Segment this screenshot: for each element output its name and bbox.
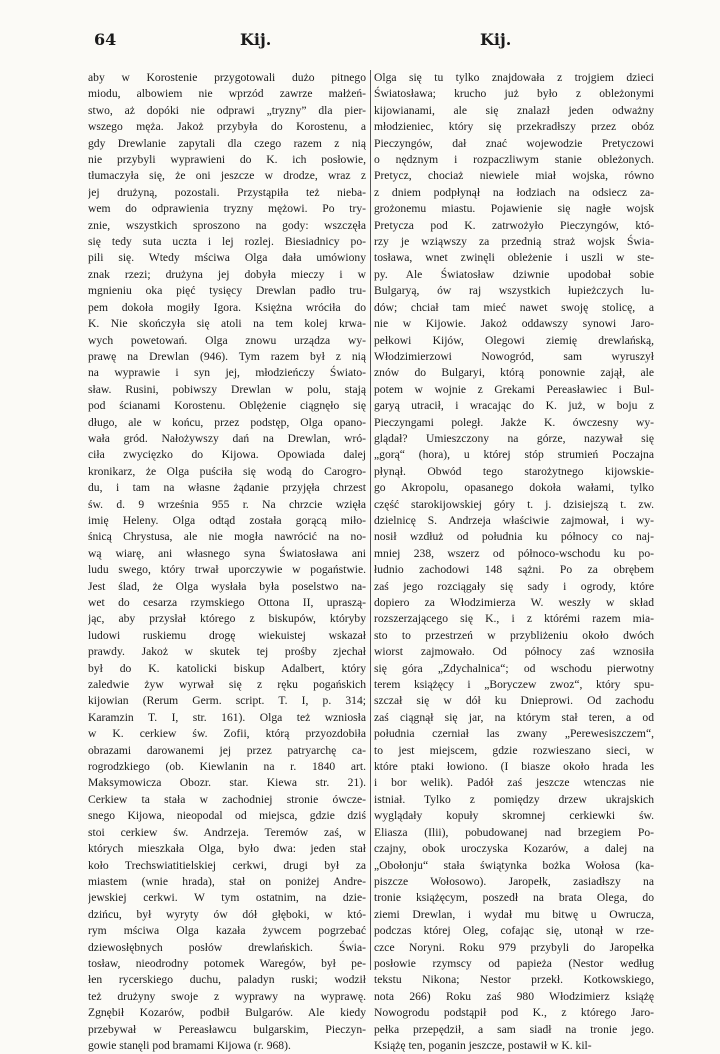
text-line: terem książęcy i „Boryczew zwoz“, który spu- xyxy=(374,678,654,692)
text-line: K. Nie skończyła się atoli na tem kolej krwa- xyxy=(88,317,366,331)
text-line: znów do Bulgaryi, którą ponownie zajął, ale xyxy=(374,366,654,380)
text-line: stoi cerkiew św. Andrzeja. Teremów zaś, w xyxy=(88,825,366,839)
text-line: rzy je wziąwszy za przednią straż wojsk Świa- xyxy=(374,235,654,249)
text-line: podczas której Oleg, cofając się, utonął w rze- xyxy=(374,924,654,938)
text-line: dopiero za Włodzimierza W. weszły w skład xyxy=(374,596,654,609)
text-line: długo, ale w końcu, przez podstęp, Olga opano- xyxy=(88,415,366,429)
running-header xyxy=(0,30,720,60)
text-line: część starokijowskiej góry t. j. dzisiejszą t. zw. xyxy=(374,497,654,511)
text-line: miodu, albowiem nie wprzód zawrze małżeń- xyxy=(88,87,366,101)
text-line: na wyprawie i syn jej, młodzieńczy Świato- xyxy=(88,366,366,380)
text-line: kijowian (Rerum Germ. script. T. I, p. 314; xyxy=(88,694,366,708)
text-line: rogrodzkiego (ob. Kiewlanin na r. 1840 art. xyxy=(88,760,366,774)
text-line: nie w Kijowie. Jakoż oddawszy synowi Jaro- xyxy=(374,317,654,331)
text-line: grożonemu miastu. Pojawienie się nagłe wojsk xyxy=(374,202,654,216)
text-line: znak rzezi; drużyna jej dobyła mieczy i w xyxy=(88,267,366,281)
text-line: snego Kijowa, nieopodal od miejsca, gdzie dziś xyxy=(88,809,366,823)
text-line: miastem (wnie hrada), stał on poniżej Andre- xyxy=(88,874,366,888)
text-line: jewskiej cerkwi. W tym ostatnim, na dzie- xyxy=(88,891,366,905)
text-line: dzielnicę S. Andrzeja właściwie zajmował, i wy- xyxy=(374,513,654,527)
text-line: wiorst zajmowało. Od północy zaś wznosiła xyxy=(374,645,654,659)
text-line: też drużyny swoje z wyprawy na wyprawę. xyxy=(88,989,366,1003)
text-line: ziemi Drewlan, i wydał mu bitwę u Owrucza, xyxy=(374,907,654,921)
text-line: potem w wojnie z Grekami Pereasławiec i Bul- xyxy=(374,382,654,396)
text-line: ludu swego, który trwał uporczywie w pogaństwie. xyxy=(88,563,366,577)
text-line: piszcze Wołosowo). Jaropełk, zasiadłszy na xyxy=(374,874,654,888)
text-line: tosława, wnet zwinęli obleżenie i uszli w ste- xyxy=(374,251,654,265)
text-line: czce Noryni. Roku 979 przybyli do Jaropełka xyxy=(374,940,654,954)
text-line: wet do cesarza rzymskiego Ottona II, upraszą- xyxy=(88,596,366,609)
text-line: i bor welik). Padół zaś jeszcze wtenczas nie xyxy=(374,776,654,790)
text-line: Zgnębił Kozarów, podbił Bulgarów. Ale kiedy xyxy=(88,1006,366,1020)
text-line: Włodzimierzowi Nowogród, sam wyruszył xyxy=(374,349,654,363)
text-line: pełka przepędził, a sam siadł na tronie jego. xyxy=(374,1022,654,1036)
text-line: Nowogrodu podstąpił pod K., z którego Jaro- xyxy=(374,1006,654,1020)
text-line: garyą utracił, i wracając do K. już, w boju z xyxy=(374,399,654,413)
text-line: aby w Korostenie przygotowali dużo pitnego xyxy=(88,71,366,84)
text-line: znie, wszystkich sproszono na gody: wszczęła xyxy=(88,218,366,232)
text-line: mniej 238, wszerz od północo-wschodu ku po- xyxy=(374,546,654,560)
page-number: 64 xyxy=(94,30,117,49)
text-line: „gorą“ (hora), u której stóp strumień Poczajna xyxy=(374,448,654,462)
text-line: wem do odprawienia tryzny mężowi. Po try- xyxy=(88,202,366,216)
text-line: pełkowi Kijów, Olegowi ziemię drewlańską, xyxy=(374,333,654,347)
text-line: wych powetowań. Olga znowu urządza wy- xyxy=(88,333,366,347)
text-line: dziewosłębnych posłów drewlańskich. Świa- xyxy=(88,940,366,954)
text-line: czajny, obok uroczyska Kozarów, a dalej na xyxy=(374,842,654,856)
text-line: śnicą Chrystusa, ale nie mogła nawrócić na no- xyxy=(88,530,366,544)
text-line: Pretycz, chociaż niewiele miał wojska, równo xyxy=(374,169,654,183)
text-line: jej drużyną, pozostali. Przystąpiła też nieba- xyxy=(88,185,366,199)
text-line: przebywał w Pereasławcu bulgarskim, Pieczyn- xyxy=(88,1022,366,1036)
text-line: prawdy. Jakoż w skutek tej prośby zjechał xyxy=(88,645,366,659)
text-line: które ptaki łowiono. (I biasze około hrada les xyxy=(374,760,654,774)
text-line: koło Trechswiatitielskiej cerkwi, drugi był za xyxy=(88,858,366,872)
text-line: się góra „Zdychalnica“; od wschodu pierwotny xyxy=(374,661,654,675)
text-line: Jest ślad, że Olga wysłała była poselstwo na- xyxy=(88,579,366,593)
text-line: gowie stanęli pod bramami Kijowa (r. 968). xyxy=(88,1038,291,1052)
text-line: wyglądały kopuły skromnej cerkiewki św. xyxy=(374,809,654,823)
text-line: pem dokoła mogiły Igora. Księżna wróciła do xyxy=(88,300,366,314)
text-line: szczał się w dół ku Dnieprowi. Od zachodu xyxy=(374,694,654,708)
text-line: dów; chciał tam mieć nawet swoję stolicę, a xyxy=(374,300,654,314)
text-line: ciła zwycięzko do Kijowa. Opowiada dalej xyxy=(88,448,366,462)
text-line: sto to przestrzeń w przybliżeniu około dwóch xyxy=(374,628,654,642)
text-line: gdy Drewlanie zapytali dla czego razem z nią xyxy=(88,136,366,150)
left-column xyxy=(88,70,366,1054)
text-line: rym mściwa Olga kazała żywcem pogrzebać xyxy=(88,924,366,938)
right-column xyxy=(374,70,654,1054)
text-line: młodzieniec, który się przekradłszy przez obóz xyxy=(374,120,654,134)
text-line: Karamzin T. I, str. 161). Olga też wzniosła xyxy=(88,710,366,724)
text-line: Olga się tu tylko znajdowała z trojgiem dzieci xyxy=(374,71,654,84)
text-line: w K. cerkiew św. Zofii, którą przyozdobiła xyxy=(88,727,366,741)
column-divider xyxy=(370,70,371,970)
text-line: du, i tam na własne żądanie przyjęła chrzest xyxy=(88,481,366,495)
text-line: Pieczyngów, dał znać wojewodzie Pretyczowi xyxy=(374,136,654,150)
text-line: jąc, aby przysłał którego z biskupów, któryby xyxy=(88,612,366,626)
text-line: tronie książęcym, poszedł na brata Olega, do xyxy=(374,891,654,905)
text-line: Pieczyngami poległ. Jakże K. ówczesny wy- xyxy=(374,415,654,429)
text-line: Cerkiew ta stała w zachodniej stronie ówcze- xyxy=(88,792,366,806)
right-running-title: Kij. xyxy=(480,30,512,49)
text-line: łudnio zachodowi 148 sążni. Po za obrębem xyxy=(374,563,654,577)
text-line: z dniem podpłynął na łodziach na odsiecz za- xyxy=(374,185,654,199)
text-line: św. d. 9 września 955 r. Na chrzcie wzięła xyxy=(88,497,366,511)
text-line: istniał. Tylko z pomiędzy drzew ukrajskich xyxy=(374,792,654,806)
text-line: Książę ten, poganin jeszcze, postawił w K. kil- xyxy=(374,1038,592,1052)
text-line: nota 266) Roku zaś 980 Włodzimierz książę xyxy=(374,989,654,1003)
text-line: nosił wzdłuż od południa ku północy co naj- xyxy=(374,530,654,544)
text-line: był do K. katolicki biskup Adalbert, który xyxy=(88,661,366,675)
text-line: kijowianami, ale się znalazł jeden odważny xyxy=(374,103,654,117)
text-line: się tedy suta uczta i lej rozlej. Biesiadnicy po- xyxy=(88,235,366,249)
text-line: py. Ale Światosław dziwnie upodobał sobie xyxy=(374,267,654,281)
text-line: Maksymowicza Obozr. star. Kiewa str. 21). xyxy=(88,776,366,790)
text-line: zaś jego rozciągały się sady i ogrody, które xyxy=(374,579,654,593)
text-line: ludowi ruskiemu drogę wiekuistej wskazał xyxy=(88,628,366,642)
text-line: wała gród. Nałożywszy dań na Drewlan, wró- xyxy=(88,431,366,445)
text-line: zaledwie żyw wyrwał się z ręku pogańskich xyxy=(88,678,366,692)
text-line: Bulgaryą, ów raj wszystkich łupieżczych lu- xyxy=(374,284,654,298)
text-line: tłumaczyła się, że oni jeszcze w drodze, wraz z xyxy=(88,169,366,183)
text-line: kronikarz, że Olga puściła się wodą do Carogro- xyxy=(88,464,366,478)
text-line: zaś ciągnął się jar, na którym stał teren, a od xyxy=(374,710,654,724)
text-line: pili się. Wtedy mściwa Olga dała umówiony xyxy=(88,251,366,265)
text-line: stwo, aż dopóki nie odprawi „tryzny” dla pier- xyxy=(88,103,366,117)
text-line: to jest miejscem, gdzie rozwieszano sieci, w xyxy=(374,743,654,757)
text-line: których mieszkała Olga, było dwa: jeden stał xyxy=(88,842,366,856)
text-line: go Akropolu, opasanego dokoła wałami, tylko xyxy=(374,481,654,495)
text-line: Pretycza pod K. zatrwożyło Pieczyngów, któ- xyxy=(374,218,654,232)
text-line: wą wiarę, ani własnego syna Światosława ani xyxy=(88,546,366,560)
text-line: nie przybyli wyprawieni do K. ich posłowie, xyxy=(88,153,366,167)
text-line: Eliasza (Ilii), pobudowanej nad brzegiem Po- xyxy=(374,825,654,839)
text-line: rozszerzającego się K., i z którémi razem mia- xyxy=(374,612,654,626)
text-line: imię Heleny. Olga odtąd została gorącą miło- xyxy=(88,513,366,527)
text-line: mgnieniu oka pięć tysięcy Drewlan padło tru- xyxy=(88,284,366,298)
text-line: tekstu Nikona; Nestor przekł. Kotkowskiego, xyxy=(374,973,654,987)
text-line: posłowie rzymscy od papieża (Nestor według xyxy=(374,956,654,970)
left-running-title: Kij. xyxy=(240,30,272,49)
text-line: tosław, nieodrodny potomek Waregów, był pe- xyxy=(88,956,366,970)
text-line: Światosława; krucho już było z obleżonymi xyxy=(374,87,654,101)
text-line: sław. Rusini, pobiwszy Drewlan w polu, stają xyxy=(88,382,366,396)
text-line: obrazami darowanemi jej przez patryarchę ca- xyxy=(88,743,366,757)
text-line: łen rycerskiego duchu, paladyn ruski; wodził xyxy=(88,973,366,987)
text-line: „Obołonju“ stała świątynka bożka Wołosa (ka- xyxy=(374,858,654,872)
text-line: glądał? Umieszczony na górze, nazywał się xyxy=(374,431,654,445)
text-line: południa czerniał las zwany „Perewesiszczem“, xyxy=(374,727,654,741)
text-line: wszego męża. Jakoż przybyła do Korostenu, a xyxy=(88,120,366,134)
text-line: prawę na Drewlan (946). Tym razem był z nią xyxy=(88,349,366,363)
text-line: płynął. Obwód tego starożytnego kijowskie- xyxy=(374,464,654,478)
text-line: pod ścianami Korostenu. Oblężenie ciągnęło się xyxy=(88,399,366,413)
text-line: o nędznym i rozpaczliwym stanie obleżonych. xyxy=(374,153,654,167)
text-line: dzińcu, był wyryty ów dół głęboki, w któ- xyxy=(88,907,366,921)
